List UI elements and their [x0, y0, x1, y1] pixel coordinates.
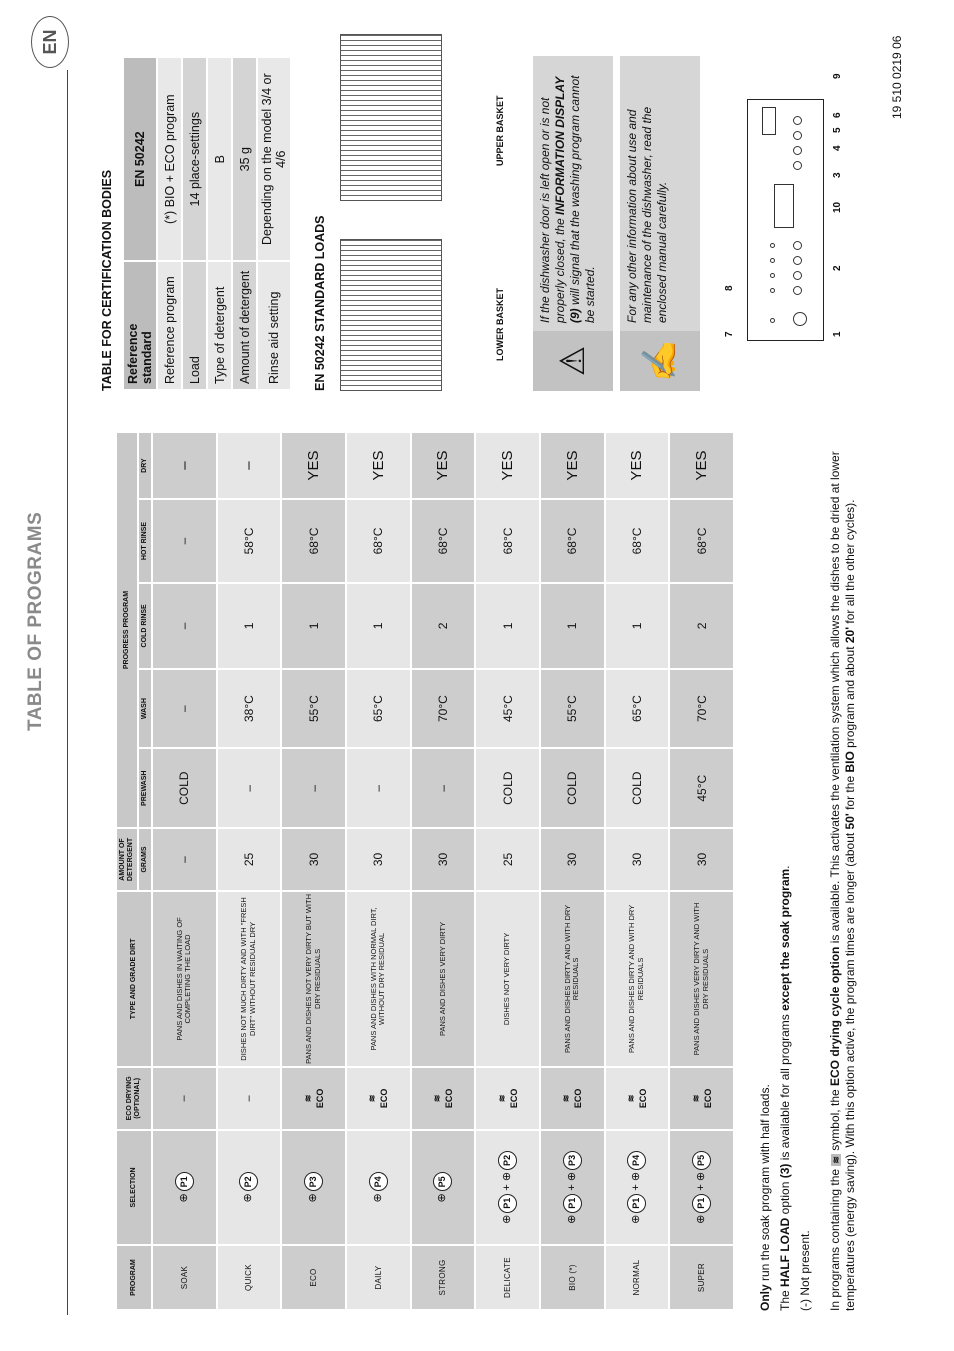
panel-button-6 [793, 116, 802, 125]
col-header-progress: PROGRESS PROGRAM [116, 432, 138, 828]
program-icon: ⊕ [630, 1171, 643, 1182]
panel-led-8d [770, 243, 775, 248]
certification-label: Reference standard [123, 261, 157, 390]
eco-drying-cell [152, 1067, 217, 1130]
panel-label-9: 9 [832, 73, 843, 79]
panel-button-2b [793, 271, 802, 280]
eco-label: ECO [379, 1088, 390, 1109]
warning-text: If the dishwasher door is left open or is not properly closed, the INFORMATION DISPLAY (9) will signal that the washing program cannot be started. [538, 75, 597, 323]
program-name: DELICATE [475, 1245, 540, 1310]
eco-drying-cell [475, 1067, 540, 1130]
dirt-type: PANS AND DISHES VERY DIRTY AND WITH DRY RESIDUALS [669, 891, 734, 1067]
program-icon: ⊕ [177, 1193, 190, 1203]
certification-label: Reference program [157, 261, 182, 390]
manual-icon: ✍ [620, 331, 700, 391]
program-row [669, 432, 734, 1310]
certification-title: TABLE FOR CERTIFICATION BODIES [100, 169, 114, 391]
dry-value: – [217, 432, 282, 499]
program-icon: ⊕ [436, 1193, 449, 1203]
program-icon: ⊕ [501, 1214, 514, 1224]
program-name: STRONG [411, 1245, 476, 1310]
detergent-grams: 30 [411, 828, 476, 891]
eco-drying-cell [605, 1067, 670, 1130]
certification-label: Load [182, 261, 207, 390]
selection-cell [152, 1130, 217, 1245]
selection-badge-extra: P1 [692, 1194, 711, 1213]
certification-row [257, 57, 291, 390]
eco-drying-value: – [178, 1095, 191, 1102]
panel-label-7: 7 [724, 331, 735, 337]
prewash-value: – [346, 748, 411, 828]
header-rule [67, 70, 68, 1315]
cold-rinse-value: 1 [475, 583, 540, 669]
panel-label-3: 3 [832, 172, 843, 178]
eco-label: ECO [702, 1088, 713, 1109]
dry-value: – [152, 432, 217, 499]
panel-button-4 [793, 146, 802, 155]
dirt-type: PANS AND DISHES VERY DIRTY [411, 891, 476, 1067]
wash-value: 70°C [669, 669, 734, 749]
program-name: ECO [281, 1245, 346, 1310]
program-name: SUPER [669, 1245, 734, 1310]
eco-drying-cell [540, 1067, 605, 1130]
detergent-grams: 25 [475, 828, 540, 891]
warning-icon: ⚠ [533, 331, 613, 391]
program-icon: ⊕ [695, 1171, 708, 1182]
col-header-program: PROGRAM [116, 1245, 152, 1310]
hot-rinse-value: 68°C [669, 499, 734, 583]
selection-badge: P4 [369, 1172, 388, 1191]
panel-label-5: 5 [832, 127, 843, 133]
eco-drying-icon: ≋ [431, 1094, 442, 1103]
prewash-value: COLD [540, 748, 605, 828]
panel-info-display-9 [762, 107, 776, 135]
lower-basket-label: LOWER BASKET [495, 288, 505, 361]
certification-value: 14 place-settings [182, 57, 207, 261]
cold-rinse-value: 2 [411, 583, 476, 669]
detergent-grams: 30 [669, 828, 734, 891]
detergent-grams: 30 [605, 828, 670, 891]
panel-led-8c [770, 258, 775, 263]
certification-label: Amount of detergent [232, 261, 257, 390]
info-box [620, 56, 700, 391]
program-name: SOAK [152, 1245, 217, 1310]
panel-button-2a [793, 286, 802, 295]
panel-button-2c [793, 256, 802, 265]
detergent-grams: 30 [540, 828, 605, 891]
detergent-grams: 30 [346, 828, 411, 891]
panel-led-7 [770, 318, 775, 323]
dirt-type: DISHES NOT MUCH DIRTY AND WITH "FRESH DIRT" WITHOUT RESIDUAL DRY [217, 891, 282, 1067]
selection-cell [475, 1130, 540, 1245]
certification-label: Rinse aid setting [257, 261, 291, 390]
cold-rinse-value: 1 [281, 583, 346, 669]
certification-value: 35 g [232, 57, 257, 261]
hot-rinse-value: 68°C [281, 499, 346, 583]
lower-basket-image [340, 239, 442, 391]
detergent-grams: 25 [217, 828, 282, 891]
note-soak-half-load: Only run the soak program with half loads. [758, 1084, 772, 1311]
program-icon: ⊕ [371, 1193, 384, 1203]
note-half-load-option: The HALF LOAD option (3) is available for all programs except the soak program. [778, 865, 792, 1311]
col-header-wash: WASH [138, 669, 152, 749]
note-eco-drying: In programs containing the ≋ symbol, the ECO drying cycle option is available. This activates the ventilation system which allows the dishes to be dried at lower temperatures (energy saving). With this option active, the program times are longer (about 50' for the BIO program and about 20' for all the other cycles). [828, 451, 857, 1311]
program-row [540, 432, 605, 1310]
program-row [346, 432, 411, 1310]
detergent-grams: 30 [281, 828, 346, 891]
cold-rinse-value: 2 [669, 583, 734, 669]
dry-value: YES [540, 432, 605, 499]
program-icon: ⊕ [565, 1171, 578, 1182]
wash-value: 45°C [475, 669, 540, 749]
dirt-type: PANS AND DISHES NOT VERY DIRTY BUT WITH DRY RESIDUALS [281, 891, 346, 1067]
note-not-present: (-) Not present. [798, 1230, 812, 1311]
eco-drying-icon: ≋ [690, 1094, 701, 1103]
panel-display-10 [774, 184, 794, 228]
plus-sign: + [501, 1184, 514, 1191]
prewash-value: COLD [152, 748, 217, 828]
selection-badge: P2 [498, 1151, 517, 1170]
hot-rinse-value: 68°C [346, 499, 411, 583]
certification-value: B [207, 57, 232, 261]
certification-value: Depending on the model 3/4 or 4/6 [257, 57, 291, 261]
prewash-value: – [281, 748, 346, 828]
selection-badge: P5 [692, 1151, 711, 1170]
certification-label: Type of detergent [207, 261, 232, 390]
prewash-value: COLD [475, 748, 540, 828]
selection-badge: P1 [175, 1172, 194, 1191]
program-name: NORMAL [605, 1245, 670, 1310]
wash-value: – [152, 669, 217, 749]
program-row [605, 432, 670, 1310]
dry-value: YES [281, 432, 346, 499]
language-badge: EN [31, 16, 69, 68]
col-header-eco-drying: ECO DRYING (OPTIONAL) [116, 1067, 152, 1130]
cold-rinse-value: 1 [346, 583, 411, 669]
program-row [475, 432, 540, 1310]
cold-rinse-value: 1 [540, 583, 605, 669]
dry-value: YES [669, 432, 734, 499]
eco-drying-cell [411, 1067, 476, 1130]
col-header-dry: DRY [138, 432, 152, 499]
standard-loads-title: EN 50242 STANDARD LOADS [313, 215, 327, 391]
plus-sign: + [565, 1184, 578, 1191]
eco-drying-icon: ≋ [302, 1094, 313, 1103]
eco-label: ECO [443, 1088, 454, 1109]
panel-led-8a [770, 288, 775, 293]
col-header-hot-rinse: HOT RINSE [138, 499, 152, 583]
certification-value: (*) BIO + ECO program [157, 57, 182, 261]
programs-table-body [152, 432, 734, 1310]
hot-rinse-value: 58°C [217, 499, 282, 583]
eco-drying-cell [281, 1067, 346, 1130]
panel-button-5 [793, 131, 802, 140]
panel-label-10: 10 [832, 201, 843, 213]
selection-cell [540, 1130, 605, 1245]
col-header-cold-rinse: COLD RINSE [138, 583, 152, 669]
eco-drying-icon: ≋ [367, 1094, 378, 1103]
selection-badge-extra: P1 [498, 1194, 517, 1213]
dry-value: YES [605, 432, 670, 499]
col-header-detergent: AMOUNT OF DETERGENT [116, 828, 138, 891]
panel-button-2d [793, 241, 802, 250]
program-icon: ⊕ [695, 1214, 708, 1224]
program-row [281, 432, 346, 1310]
selection-cell [411, 1130, 476, 1245]
wash-value: 38°C [217, 669, 282, 749]
programs-table [115, 431, 735, 1311]
eco-drying-cell [217, 1067, 282, 1130]
dry-value: YES [411, 432, 476, 499]
col-header-selection: SELECTION [116, 1130, 152, 1245]
selection-badge: P4 [627, 1151, 646, 1170]
selection-badge: P3 [563, 1151, 582, 1170]
dirt-type: PANS AND DISHES IN WAITING OF COMPLETING THE LOAD [152, 891, 217, 1067]
selection-cell [605, 1130, 670, 1245]
program-icon: ⊕ [307, 1193, 320, 1203]
certification-table [122, 56, 292, 391]
program-name: DAILY [346, 1245, 411, 1310]
selection-badge: P5 [433, 1172, 452, 1191]
hot-rinse-value: 68°C [411, 499, 476, 583]
program-row [411, 432, 476, 1310]
program-row [152, 432, 217, 1310]
page-title: TABLE OF PROGRAMS [25, 511, 46, 731]
dirt-type: DISHES NOT VERY DIRTY [475, 891, 540, 1067]
upper-basket-image [340, 34, 442, 201]
warning-box [533, 56, 613, 391]
eco-drying-cell [346, 1067, 411, 1130]
upper-basket-label: UPPER BASKET [495, 95, 505, 166]
selection-badge-extra: P1 [627, 1194, 646, 1213]
cold-rinse-value: 1 [217, 583, 282, 669]
wash-value: 55°C [281, 669, 346, 749]
program-icon: ⊕ [565, 1214, 578, 1224]
dirt-type: PANS AND DISHES WITH NORMAL DIRT, WITHOUT DRY RESIDUAL [346, 891, 411, 1067]
eco-drying-icon: ≋ [625, 1094, 636, 1103]
panel-label-4: 4 [832, 145, 843, 151]
selection-badge: P3 [304, 1172, 323, 1191]
certification-row [207, 57, 232, 390]
panel-led-8b [770, 273, 775, 278]
program-icon: ⊕ [630, 1214, 643, 1224]
panel-button-3 [793, 161, 802, 170]
program-row [217, 432, 282, 1310]
plus-sign: + [630, 1184, 643, 1191]
hot-rinse-value: 68°C [605, 499, 670, 583]
certification-row [182, 57, 207, 390]
program-icon: ⊕ [242, 1193, 255, 1203]
col-header-grams: GRAMS [138, 828, 152, 891]
program-name: QUICK [217, 1245, 282, 1310]
panel-label-6: 6 [832, 112, 843, 118]
wash-value: 70°C [411, 669, 476, 749]
plus-sign: + [695, 1184, 708, 1191]
prewash-value: – [217, 748, 282, 828]
eco-drying-icon: ≋ [831, 1156, 841, 1164]
panel-label-8: 8 [724, 285, 735, 291]
eco-drying-cell [669, 1067, 734, 1130]
panel-button-1 [793, 312, 807, 326]
document-code: 19 510 0219 06 [890, 35, 904, 119]
panel-label-2: 2 [832, 265, 843, 271]
prewash-value: 45°C [669, 748, 734, 828]
dirt-type: PANS AND DISHES DIRTY AND WITH DRY RESIDUALS [605, 891, 670, 1067]
dry-value: YES [346, 432, 411, 499]
hot-rinse-value: 68°C [540, 499, 605, 583]
selection-cell [669, 1130, 734, 1245]
info-text: For any other information about use and maintenance of the dishwasher, read the enclosed manual carefully. [625, 106, 669, 323]
selection-badge-extra: P1 [563, 1194, 582, 1213]
detergent-grams: – [152, 828, 217, 891]
program-name: BIO (*) [540, 1245, 605, 1310]
dry-value: YES [475, 432, 540, 499]
eco-label: ECO [573, 1088, 584, 1109]
eco-drying-value: – [242, 1095, 255, 1102]
wash-value: 55°C [540, 669, 605, 749]
selection-badge: P2 [239, 1172, 258, 1191]
certification-row [232, 57, 257, 390]
dirt-type: PANS AND DISHES DIRTY AND WITH DRY RESIDUALS [540, 891, 605, 1067]
cold-rinse-value: 1 [605, 583, 670, 669]
panel-label-1: 1 [832, 331, 843, 337]
eco-drying-icon: ≋ [496, 1094, 507, 1103]
prewash-value: – [411, 748, 476, 828]
eco-label: ECO [637, 1088, 648, 1109]
prewash-value: COLD [605, 748, 670, 828]
col-header-type-grade: TYPE AND GRADE DIRT [116, 891, 152, 1067]
control-panel-diagram [747, 99, 824, 341]
program-icon: ⊕ [501, 1171, 514, 1182]
certification-row [157, 57, 182, 390]
hot-rinse-value: – [152, 499, 217, 583]
eco-label: ECO [508, 1088, 519, 1109]
wash-value: 65°C [346, 669, 411, 749]
certification-row [123, 57, 157, 390]
wash-value: 65°C [605, 669, 670, 749]
hot-rinse-value: 68°C [475, 499, 540, 583]
selection-cell [346, 1130, 411, 1245]
eco-drying-icon: ≋ [561, 1094, 572, 1103]
certification-value: EN 50242 [123, 57, 157, 261]
selection-cell [217, 1130, 282, 1245]
eco-label: ECO [314, 1088, 325, 1109]
cold-rinse-value: – [152, 583, 217, 669]
col-header-prewash: PREWASH [138, 748, 152, 828]
selection-cell [281, 1130, 346, 1245]
